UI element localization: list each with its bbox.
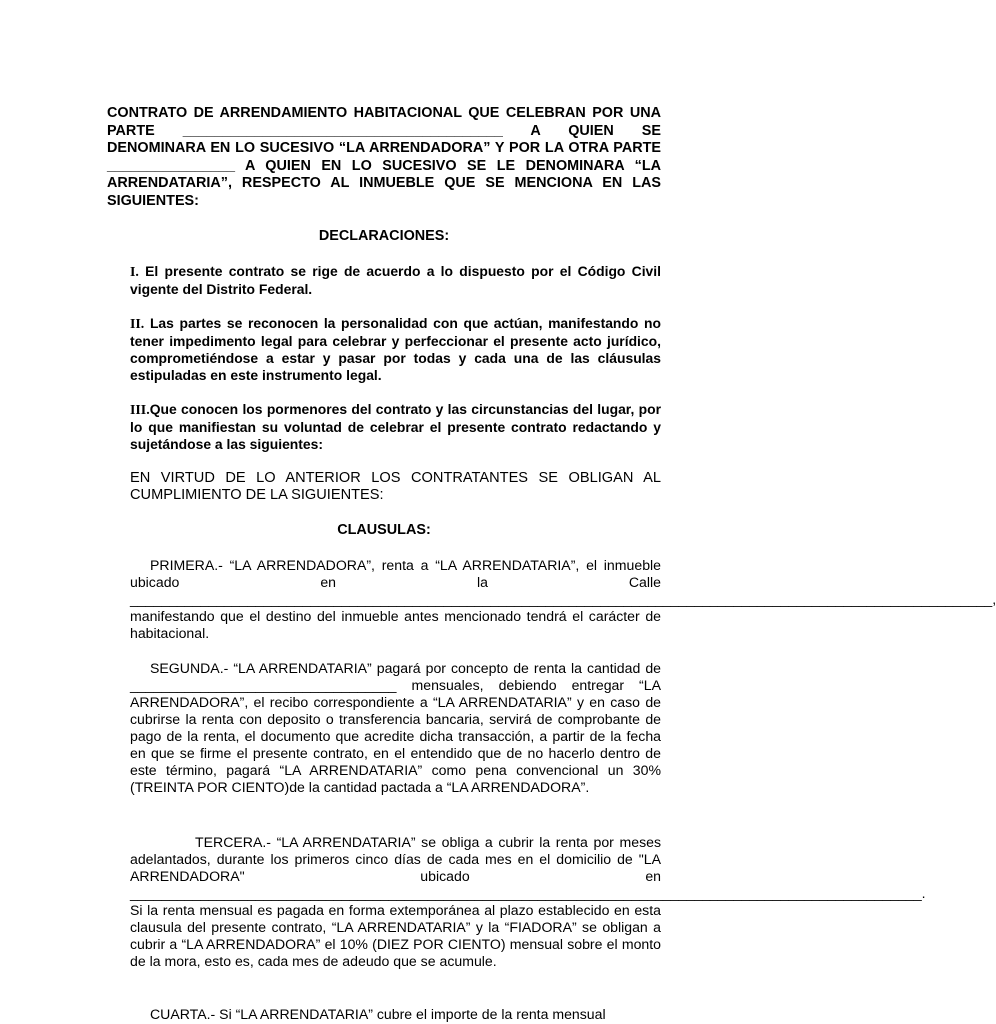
declaration-number: III.: [130, 403, 150, 418]
declaration-item: [130, 401, 661, 453]
clause-cuarta: CUARTA.- Si “LA ARRENDATARIA” cubre el importe de la renta mensual: [150, 1006, 606, 1022]
clause-segunda: SEGUNDA.- “LA ARRENDATARIA” pagará por concepto de renta la cantidad de __________________________________ mensuales, debiendo entregar “LA ARRENDADORA”, el recibo correspondiente a “LA ARRENDATARIA” y en caso de cubrirse la renta con deposito o transferencia bancaria, servirá de comprobante de pago de la renta, el documento que acredite dicha transacción, a partir de la fecha en que se firme el presente contrato, en el entendido que de no hacerlo dentro de este término, pagará “LA ARRENDATARIA” como pena convencional un 30% (TREINTA POR CIENTO)de la cantidad pactada a “LA ARRENDADORA”.: [130, 660, 661, 795]
declaration-item: [130, 315, 661, 384]
declaration-item: [130, 263, 661, 298]
contract-title: CONTRATO DE ARRENDAMIENTO HABITACIONAL QUE CELEBRAN POR UNA PARTE ________________________________________ A QUIEN SE DENOMINARA EN LO SUCESIVO “LA ARRENDADORA” Y POR LA OTRA PARTE ________________ A QUIEN EN LO SUCESIVO SE LE DENOMINARA “LA ARRENDATARIA”, RESPECTO AL INMUEBLE QUE SE MENCIONA EN LAS SIGUIENTES:: [107, 105, 661, 209]
declaration-text: Que conocen los pormenores del contrato y las circunstancias del lugar, por lo que manifiestan su voluntad de celebrar el presente contrato redactando y sujetándose a las siguientes:: [130, 401, 661, 452]
declaration-text: El presente contrato se rige de acuerdo a lo dispuesto por el Código Civil vigente del Distrito Federal.: [130, 263, 662, 297]
declaration-number: II.: [130, 317, 145, 332]
declarations-heading: DECLARACIONES:: [318, 228, 450, 244]
declaration-text: Las partes se reconocen la personalidad con que actúan, manifestando no tener impedimento legal para celebrar y perfeccionar el presente acto jurídico, comprometiéndose a estar y pasar por todas y cada una de las cláusulas estipuladas en este instrumento legal.: [130, 315, 661, 383]
clause-primera: PRIMERA.- “LA ARRENDADORA”, renta a “LA ARRENDATARIA”, el inmueble ubicado en la Calle ______________________________________________________________________________________________________________, manifestando que el destino del inmueble antes mencionado tendrá el carácter de habitacional.: [130, 557, 996, 641]
preamble-text: EN VIRTUD DE LO ANTERIOR LOS CONTRATANTES SE OBLIGAN AL CUMPLIMIENTO DE LA SIGUIENTES:: [130, 470, 661, 503]
clauses-heading: CLAUSULAS:: [337, 522, 431, 538]
declaration-number: I.: [130, 265, 139, 280]
clause-tercera: TERCERA.- “LA ARRENDATARIA” se obliga a cubrir la renta por meses adelantados, durante los primeros cinco días de cada mes en el domicilio de "LA ARRENDADORA" ubicado en _____________________________________________________________________________________________________. Si la renta mensual es pagada en forma extemporánea al plazo establecido en esta clausula del presente contrato, “LA ARRENDATARIA” y la “FIADORA” se obligan a cubrir a “LA ARRENDADORA” el 10% (DIEZ POR CIENTO) mensual sobre el monto de la mora, esto es, cada mes de adeudo que se acumule.: [130, 834, 926, 969]
